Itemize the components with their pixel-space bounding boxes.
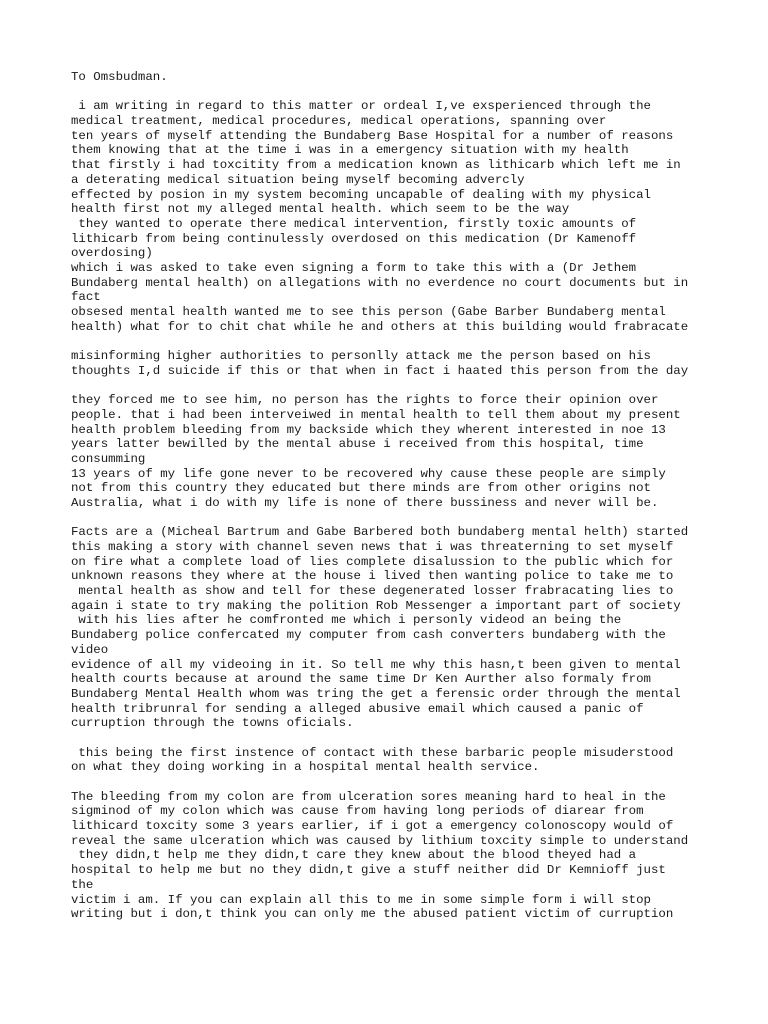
text-line: that firstly i had toxcitity from a medication known as lithicarb which left me in: [71, 158, 681, 173]
text-line: To Omsbudman.: [71, 70, 168, 84]
text-line: mental health as show and tell for these degenerated losser frabracating lies to: [71, 584, 674, 599]
text-line: 13 years of my life gone never to be recovered why cause these people are simply: [71, 466, 666, 481]
text-line: Bundaberg Mental Health whom was tring the get a ferensic order through the mental: [71, 686, 681, 701]
text-line: the: [71, 877, 94, 892]
text-line: lithicarb from being continulessly overdosed on this medication (Dr Kamenoff: [71, 231, 637, 246]
text-line: writing but i don,t think you can only me the abused patient victim of curruption: [71, 907, 674, 922]
blank-line: [71, 378, 761, 393]
text-line: with his lies after he comfronted me which i personly videod an being the: [71, 613, 622, 628]
text-line: lithicard toxcity some 3 years earlier, if i got a emergency colonoscopy would of: [71, 819, 674, 834]
text-line: curruption through the towns oficials.: [71, 716, 354, 731]
text-line: on fire what a complete load of lies complete disalussion to the public which for: [71, 554, 674, 569]
text-line: people. that i had been interveiwed in mental health to tell them about my present: [71, 407, 681, 422]
text-line: reveal the same ulceration which was caused by lithium toxcity simple to understand: [71, 833, 689, 848]
text-line: Bundaberg mental health) on allegations with no everdence no court documents but in: [71, 275, 689, 290]
text-line: health courts because at around the same time Dr Ken Aurther also formaly from: [71, 672, 651, 687]
blank-line: [71, 85, 761, 100]
text-line: health problem bleeding from my backside which they wherent interested in noe 13: [71, 422, 666, 437]
text-line: again i state to try making the polition Rob Messenger a important part of society: [71, 598, 681, 613]
text-line: ten years of myself attending the Bundaberg Base Hospital for a number of reasons: [71, 128, 674, 143]
text-line: medical treatment, medical procedures, medical operations, spanning over: [71, 114, 607, 129]
text-line: evidence of all my videoing in it. So tell me why this hasn,t been given to mental: [71, 657, 681, 672]
text-line: on what they doing working in a hospital mental health service.: [71, 760, 540, 775]
text-line: thoughts I,d suicide if this or that when in fact i haated this person from the day: [71, 363, 689, 378]
text-line: this being the first instence of contact with these barbaric people misuderstood: [71, 745, 674, 760]
text-line: Facts are a (Micheal Bartrum and Gabe Barbered both bundaberg mental helth) started: [71, 525, 689, 540]
text-line: overdosing): [71, 246, 153, 261]
text-line: health) what for to chit chat while he and others at this building would frabracate: [71, 319, 689, 334]
text-line: fact: [71, 290, 101, 305]
text-line: unknown reasons they where at the house i lived then wanting police to take me to: [71, 569, 674, 584]
text-line: sigminod of my colon which was cause from having long periods of diarear from: [71, 804, 644, 819]
blank-line: [71, 511, 761, 526]
blank-line: [71, 731, 761, 746]
text-line: them knowing that at the time i was in a emergency situation with my health: [71, 143, 629, 158]
letter-body: [71, 70, 761, 922]
text-line: Australia, what i do with my life is none of there bussiness and never will be.: [71, 495, 659, 510]
text-line: health first not my alleged mental health. which seem to be the way: [71, 202, 570, 217]
text-line: misinforming higher authorities to personlly attack me the person based on his: [71, 349, 651, 364]
text-line: The bleeding from my colon are from ulceration sores meaning hard to heal in the: [71, 789, 666, 804]
text-line: they forced me to see him, no person has the rights to force their opinion over: [71, 393, 659, 408]
text-line: years latter bewilled by the mental abuse i received from this hospital, time: [71, 437, 644, 452]
text-line: hospital to help me but no they didn,t give a stuff neither did Dr Kemnioff just: [71, 863, 666, 878]
text-line: victim i am. If you can explain all this to me in some simple form i will stop: [71, 892, 651, 907]
text-line: which i was asked to take even signing a form to take this with a (Dr Jethem: [71, 260, 637, 275]
text-line: they wanted to operate there medical intervention, firstly toxic amounts of: [71, 216, 637, 231]
text-line: obsesed mental health wanted me to see this person (Gabe Barber Bundaberg mental: [71, 305, 666, 319]
blank-line: [71, 334, 761, 349]
text-line: i am writing in regard to this matter or ordeal I,ve exsperienced through the: [71, 99, 651, 114]
blank-line: [71, 775, 761, 790]
text-line: they didn,t help me they didn,t care they knew about the blood theyed had a: [71, 848, 637, 863]
text-line: Bundaberg police confercated my computer from cash converters bundaberg with the: [71, 628, 666, 643]
text-line: health tribrunral for sending a alleged abusive email which caused a panic of: [71, 701, 644, 716]
text-line: not from this country they educated but there minds are from other origins not: [71, 481, 651, 496]
text-line: this making a story with channel seven news that i was threaterning to set myself: [71, 540, 674, 554]
text-line: a deterating medical situation being myself becoming advercly: [71, 172, 525, 187]
text-line: effected by posion in my system becoming uncapable of dealing with my physical: [71, 187, 651, 202]
text-line: video: [71, 642, 109, 657]
text-line: consumming: [71, 451, 146, 466]
